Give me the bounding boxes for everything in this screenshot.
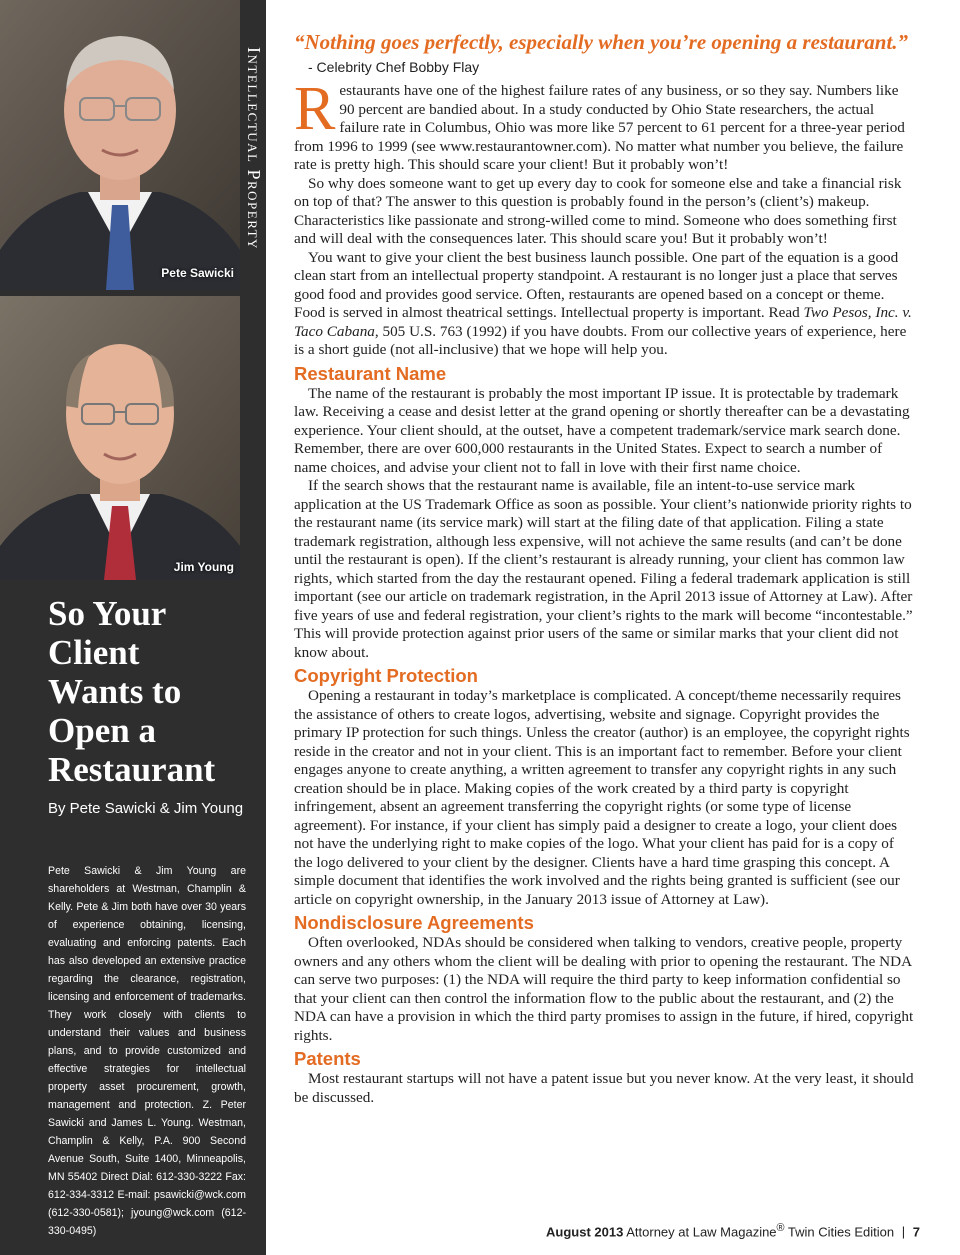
photo-pete-sawicki — [0, 0, 240, 290]
footer-publication: Attorney at Law Magazine — [626, 1224, 777, 1240]
title-line: Restaurant — [48, 750, 216, 789]
heading-copyright: Copyright Protection — [294, 665, 478, 686]
byline: By Pete Sawicki & Jim Young — [48, 800, 244, 817]
page-number: 7 — [912, 1224, 920, 1240]
photo-2-caption: Jim Young — [173, 560, 234, 574]
restaurant-name-paragraph-1: The name of the restaurant is probably the most important IP issue. It is protectable by trademark law. Receiving a cease and desist letter at the grand opening or shortly thereafter can be a devastating experience. Your client should, at the outset, have a competent trademark/service mark search done. Remember, there are over 600,000 restaurants in the United States. Expect to search a number of name choices, and advise your client not to fall in love with their first name choice. — [294, 384, 910, 476]
copyright-paragraph-1: Opening a restaurant in today’s marketplace is complicated. A concept/theme necessarily requires the assistance of others to create logos, advertising, website and signage. Copyright provides the primary IP protection for such things. Unless the creator (author) is an employee, the copyright rights reside in the creator and not in your client. This is an important fact to remember. Before your client engages anyone to create anything, a written agreement to transfer any copyright rights in any such creation should be in place. Making copies of the work created by a third party is copyright infringement, absent an agreement transferring the copyright rights (or some type of license agreement). For instance, if your client has simply paid a designer to create a logo, your client does not have the underlying right to make copies of the logo. What your client has paid for is a copy of the logo delivered to your client by the designer. Clients have a hard time grasping this concept. A simple document that identifies the work involved and the rights being granted is sufficient (see our article on copyright ownership, in the January 2013 issue of Attorney at Law). — [294, 687, 910, 908]
title-line: Open a — [48, 711, 156, 750]
drop-cap: R — [294, 75, 336, 143]
author-bio: Pete Sawicki & Jim Young are shareholders at Westman, Champlin & Kelly. Pete & Jim both have over 30 years of experience obtaining, licensing, evaluating and enforcing patents. Each has also developed an extensive practice regarding the clearance, registration, licensing and enforcement of trademarks. They work closely with clients to understand their values and business plans, and to provide customized and effective strategies for intellectual property asset procurement, growth, management and protection. Z. Peter Sawicki and James L. Young. Westman, Champlin & Kelly, P.A. 900 Second Avenue South, Suite 1400, Minneapolis, MN 55402 Direct Dial: 612-330-3222 Fax: 612-334-3312 E-mail: psawicki@wck.com (612-330-0581); jyoung@wck.com (612-330-0495) — [48, 865, 246, 1237]
article-title — [48, 594, 258, 789]
intro-paragraph-2: So why does someone want to get up every day to cook for someone else and take a financial risk on top of that? The answer to this question is probably found in the person’s (client’s) makeup. Characteristics like passionate and strong-willed come to mind. Someone who does something first and will deal with the consequences later. This should scare you! But it probably won’t! — [294, 174, 902, 247]
footer-separator: | — [901, 1224, 906, 1240]
intro-paragraph-3 — [294, 249, 916, 360]
photo-1-caption: Pete Sawicki — [161, 266, 234, 280]
intro-p3-after: , 505 U.S. 763 (1992) if you have doubts. From our collective years of experience, here is a short guide (not all-inclusive) that we hope will help you. — [294, 322, 907, 358]
intro-paragraph-1 — [294, 75, 916, 175]
intro-p3-before: You want to give your client the best business launch possible. One part of the equation is a good clean start from an intellectual property standpoint. A restaurant is no longer just a place that serves good food and provides good service. Often, restaurants are opened based on a concept or theme. Food is served in almost theatrical settings. Intellectual property is important. Read — [294, 248, 899, 321]
sidebar — [0, 0, 266, 1255]
page-footer — [546, 1222, 920, 1239]
quote-attribution: - Celebrity Chef Bobby Flay — [308, 59, 480, 75]
restaurant-name-paragraph-2: If the search shows that the restaurant name is available, file an intent-to-use service mark application at the US Trademark Office as soon as possible. Your client’s nationwide priority rights to the restaurant name (its service mark) will start at the filing date of that application. Filing a state trademark registration, although less expensive, will not achieve the same results (and can’t be done until the restaurant is open). If the client’s restaurant is already running, your client has common law rights, which started from the day the restaurant opened. Filing a federal trademark application is still important (see our article on trademark registration, in the April 2013 issue of Attorney at Law). After five years of use and federal registration, your client’s rights to the mark will become “incontestable.” This will provide protection against prior users of the same or similar marks that your client did not know about. — [294, 477, 913, 661]
photo-jim-young — [0, 296, 240, 580]
section-label-text: Intellectual Property — [243, 46, 264, 250]
registered-mark: ® — [776, 1222, 785, 1234]
title-line: Wants to — [48, 672, 182, 711]
pull-quote: “Nothing goes perfectly, especially when you’re opening a restaurant.” — [294, 30, 909, 54]
heading-nda: Nondisclosure Agreements — [294, 912, 534, 933]
title-line: Client — [48, 633, 140, 672]
section-label — [240, 0, 266, 296]
portrait-2-image — [0, 296, 240, 580]
title-line: So Your — [48, 594, 167, 633]
footer-date: August 2013 — [546, 1224, 624, 1240]
portrait-1-image — [0, 0, 240, 290]
intro-p1-text: estaurants have one of the highest failure rates of any business, or so they say. Numbers like 90 percent are bandied about. In a study conducted by Ohio State researchers, the actual failure rate in Columbus, Ohio was more like 57 percent to 61 percent for a three-year period from 1996 to 1999 (see www.restaurantowner.com). No matter what number you believe, the failure rate is pretty high. This should scare your client! But it probably won’t! — [294, 82, 905, 173]
heading-patents: Patents — [294, 1048, 361, 1069]
case-citation: Two Pesos, Inc. v. Taco Cabana — [294, 304, 912, 340]
article-body — [294, 28, 916, 1107]
heading-restaurant-name: Restaurant Name — [294, 362, 447, 384]
patents-paragraph-1: Most restaurant startups will not have a patent issue but you never know. At the very least, it should be discussed. — [294, 1070, 914, 1106]
nda-paragraph-1: Often overlooked, NDAs should be considered when talking to vendors, creative people, property owners and any others whom the client will be dealing with prior to opening the restaurant. The NDA can serve two purposes: (1) the NDA will require the third party to keep information confidential so that your client can then control the information flow to the public about the restaurant, and (2) the NDA can have a provision in which the third party promises to assign in the future, if hired, copyright rights. — [294, 934, 914, 1044]
footer-edition: Twin Cities Edition — [784, 1224, 895, 1240]
